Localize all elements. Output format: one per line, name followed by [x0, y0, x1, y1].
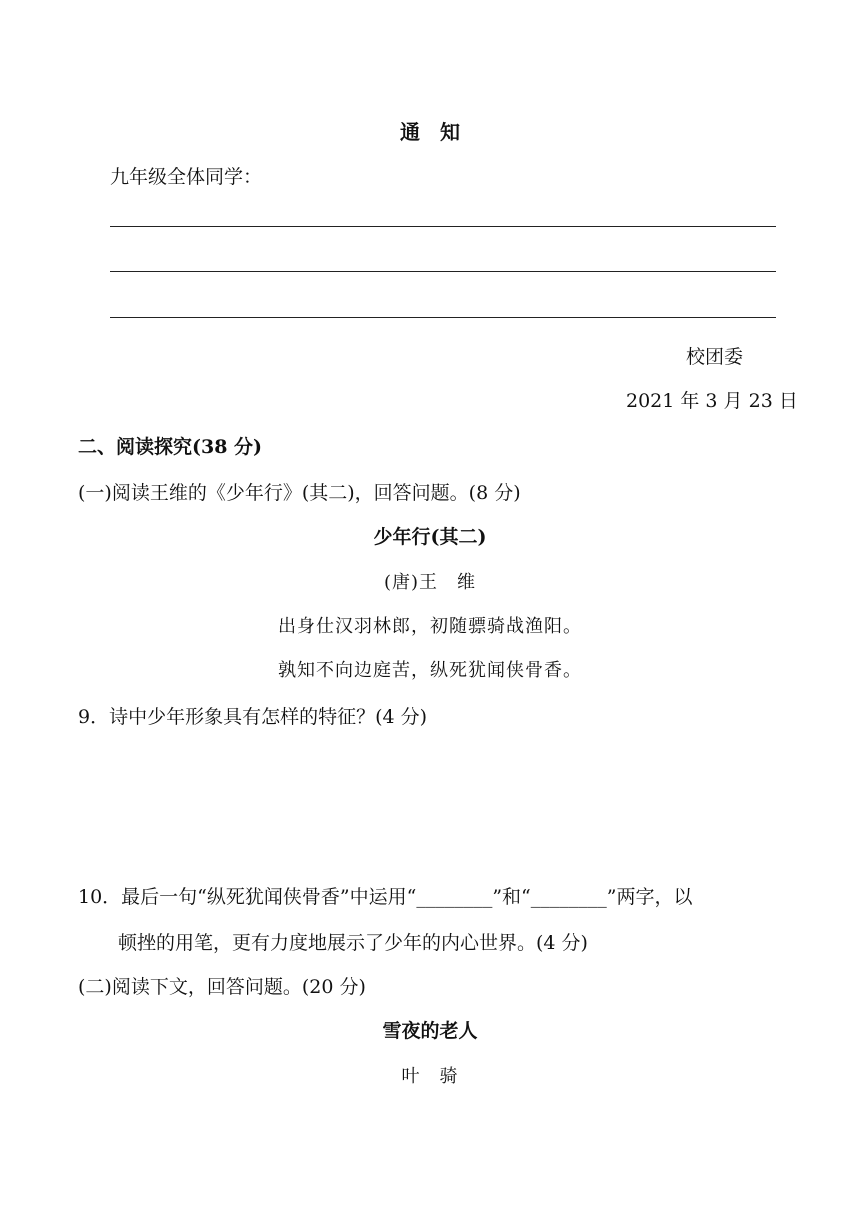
notice-signature: 校团委: [686, 346, 744, 368]
notice-salutation: 九年级全体同学：: [110, 166, 263, 188]
poem-title: 少年行(其二): [373, 526, 487, 548]
poem-author: (唐)王 维: [383, 572, 477, 593]
blank-line-3: [110, 317, 776, 318]
question-9: 9．诗中少年形象具有怎样的特征？(4 分): [78, 706, 428, 728]
question-10-line-2: 顿挫的用笔，更有力度地展示了少年的内心世界。(4 分): [118, 932, 588, 954]
part2-instruction: (二)阅读下文，回答问题。(20 分): [78, 976, 366, 998]
article-title: 雪夜的老人: [382, 1020, 478, 1042]
poem-line-1: 出身仕汉羽林郎，初随骠骑战渔阳。: [278, 616, 582, 637]
notice-date: 2021 年 3 月 23 日: [626, 390, 798, 412]
question-10-line-1: 10．最后一句“纵死犹闻侠骨香”中运用“________”和“________”两字，以: [78, 886, 693, 908]
article-author: 叶 骑: [401, 1066, 459, 1087]
blank-line-2: [110, 271, 776, 272]
poem-line-2: 孰知不向边庭苦，纵死犹闻侠骨香。: [278, 660, 582, 681]
section-heading: 二、阅读探究(38 分): [78, 436, 263, 458]
part1-instruction: (一)阅读王维的《少年行》(其二)，回答问题。(8 分): [78, 482, 521, 504]
notice-title: 通 知: [400, 120, 460, 144]
blank-line-1: [110, 226, 776, 227]
